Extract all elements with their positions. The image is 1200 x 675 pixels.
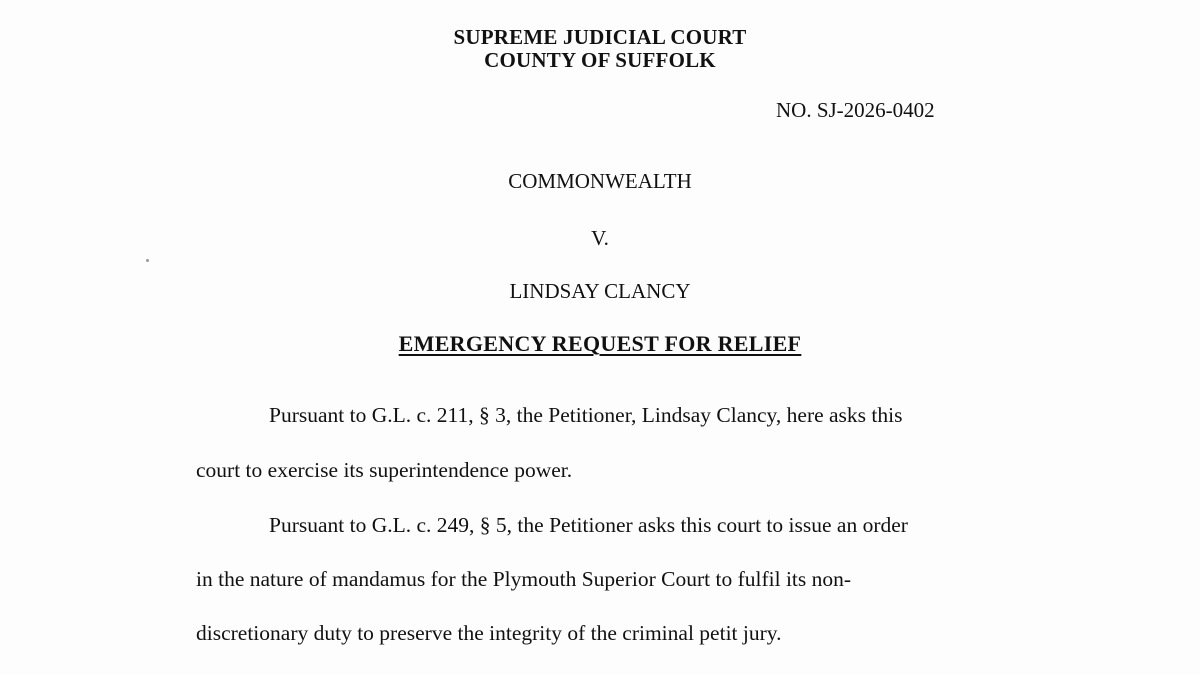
paragraph-1-line-2: court to exercise its superintendence power. <box>196 458 573 482</box>
county-name: COUNTY OF SUFFOLK <box>484 48 716 72</box>
defendant-name: LINDSAY CLANCY <box>509 279 691 303</box>
paragraph-2-line-3: discretionary duty to preserve the integrity of the criminal petit jury. <box>196 621 782 645</box>
plaintiff-name: COMMONWEALTH <box>508 169 692 193</box>
versus-label: V. <box>591 226 609 250</box>
paragraph-1-line-1: Pursuant to G.L. c. 211, § 3, the Petitioner, Lindsay Clancy, here asks this <box>269 403 903 427</box>
document-title: EMERGENCY REQUEST FOR RELIEF <box>398 331 802 356</box>
paragraph-2-line-2: in the nature of mandamus for the Plymouth Superior Court to fulfil its non- <box>196 567 852 591</box>
paragraph-2-line-1: Pursuant to G.L. c. 249, § 5, the Petitioner asks this court to issue an order <box>269 513 908 537</box>
docket-number: NO. SJ-2026-0402 <box>776 98 935 122</box>
court-name: SUPREME JUDICIAL COURT <box>453 25 747 49</box>
scan-speck <box>146 259 149 262</box>
